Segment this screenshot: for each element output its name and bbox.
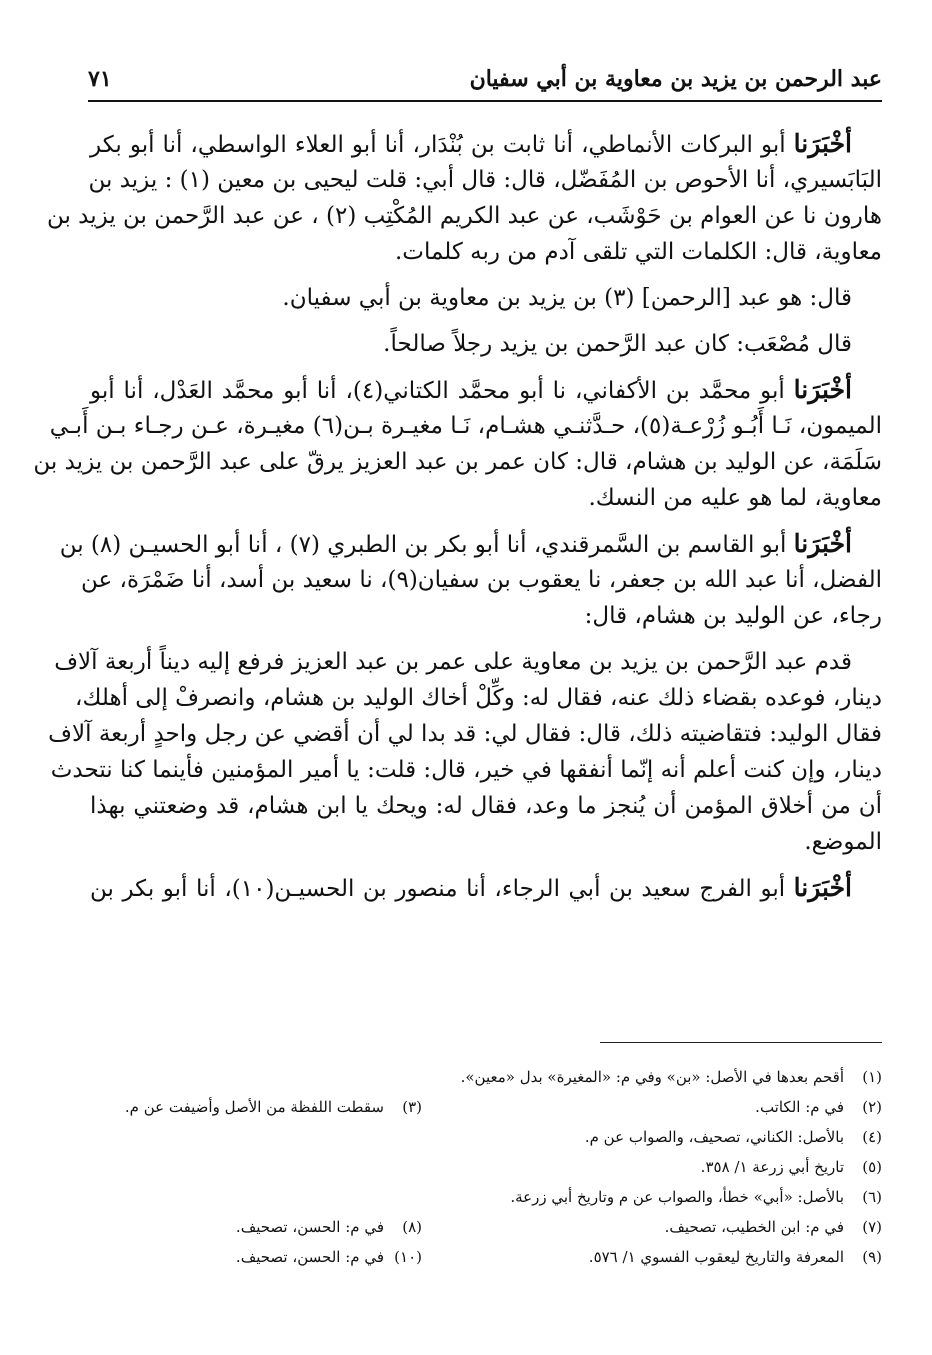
text-line: معاوية، قال: الكلمات التي تلقى آدم من ربه كلمات. <box>394 239 882 265</box>
main-text <box>33 126 882 916</box>
text-line: الموضع. <box>804 829 882 855</box>
text-line: البَابَسيري، أنا الأحوص بن المُفَضّل، قال: قال أبي: قلت ليحيى بن معين (١) : يزيد بن <box>88 167 882 193</box>
paragraph-7 <box>90 870 882 906</box>
keyword: أخْبَرَنا <box>793 529 852 558</box>
footnote-row <box>90 1092 882 1122</box>
text-line: معاوية، لما هو عليه من النسك. <box>588 485 882 511</box>
text-line <box>59 526 882 562</box>
page-number: ٧١ <box>88 66 112 92</box>
footnote-separator <box>600 1042 882 1043</box>
text-segment: أبو الفرج سعيد بن أبي الرجاء، أنا منصور بن الحسيـن(١٠)، أنا أبو بكر بن <box>90 876 794 902</box>
footnote-3: (٣)سقطت اللفظة من الأصل وأضيفت عن م. <box>124 1098 422 1116</box>
text-line: سَلَمَة، عن الوليد بن هشام، قال: كان عمر بن عبد العزيز يرقّ على عبد الرَّحمن بن يزيد بن <box>33 449 882 475</box>
text-segment: أبو محمَّد بن الأكفاني، نا أبو محمَّد الكتاني(٤)، أنا أبو محمَّد العَدْل، أنا أبو <box>90 378 794 404</box>
text-line: قدم عبد الرَّحمن بن يزيد بن معاوية على عمر بن عبد العزيز فرفع إليه ديناً أربعة آلاف <box>54 649 852 675</box>
paragraph-1 <box>46 126 882 270</box>
text-segment: أبو القاسم بن السَّمرقندي، أنا أبو بكر بن الطبري (٧) ، أنا أبو الحسيـن (٨) بن <box>59 532 794 558</box>
text-line: دينار، وإن كنت أعلم أنه إنّما أنفقها في خير، قال: قلت: يا أمير المؤمنين فأينما كنا نتحدث <box>50 757 882 783</box>
running-title: عبد الرحمن بن يزيد بن معاوية بن أبي سفيان <box>469 66 882 92</box>
paragraph-4 <box>33 372 882 516</box>
keyword: أخْبَرَنا <box>793 873 852 902</box>
text-segment: أبو البركات الأنماطي، أنا ثابت بن بُنْدَار، أنا أبو العلاء الواسطي، أنا أبو بكر <box>90 132 794 158</box>
text-line <box>90 126 882 162</box>
footnote-1: (١)أقحم بعدها في الأصل: «بن» وفي م: «المغيرة» بدل «معين». <box>460 1068 882 1086</box>
paragraph-6 <box>48 644 882 860</box>
footnote-7: (٧)في م: ابن الخطيب، تصحيف. <box>664 1218 882 1236</box>
keyword: أخْبَرَنا <box>793 375 852 404</box>
footnote-row <box>90 1062 882 1092</box>
paragraph-5 <box>59 526 882 634</box>
footnote-6: (٦)بالأصل: «أبي» خطأ، والصواب عن م وتاريخ أبي زرعة. <box>510 1188 882 1206</box>
footnotes <box>90 1062 882 1272</box>
text-line: قال: هو عبد [الرحمن] (٣) بن يزيد بن معاوية بن أبي سفيان. <box>282 285 852 311</box>
page-header <box>88 62 882 102</box>
text-line: الفضل، أنا عبد الله بن جعفر، نا يعقوب بن سفيان(٩)، نا سعيد بن أسد، أنا ضَمْرَة، عن <box>81 567 882 593</box>
text-line: هارون نا عن العوام بن حَوْشَب، عن عبد الكريم المُكْتِب (٢) ، عن عبد الرَّحمن بن يزيد بن <box>46 203 882 229</box>
footnote-row <box>90 1122 882 1152</box>
footnote-row <box>90 1242 882 1272</box>
footnote-10: (١٠)في م: الحسن، تصحيف. <box>235 1248 422 1266</box>
text-line <box>90 870 882 906</box>
footnote-5: (٥)تاريخ أبي زرعة ١/ ٣٥٨. <box>700 1158 882 1176</box>
text-line: فقال الوليد: فتقاضيته ذلك، قال: فقال لي: قد بدا لي أن أقضي عن رجل واحدٍ أربعة آلاف <box>48 721 882 747</box>
footnote-9: (٩)المعرفة والتاريخ ليعقوب الفسوي ١/ ٥٧٦. <box>588 1248 882 1266</box>
text-line: الميمون، نَـا أَبُـو زُرْعـة(٥)، حـدَّثنـي هشـام، نَـا مغيـرة بـن(٦) مغيـرة، عـن رجـاء بـن أَبـي <box>49 413 882 439</box>
text-line: أن من أخلاق المؤمن أن يُنجز ما وعد، فقال له: ويحك يا ابن هشام، قد وضعتني بهذا <box>90 793 882 819</box>
text-line: دينار، فوعده بقضاء ذلك عنه، فقال له: وكِّلْ أخاك الوليد بن هشام، وانصرفْ إلى أهلك، <box>75 685 882 711</box>
text-line <box>90 372 882 408</box>
paragraph-3 <box>90 326 882 362</box>
footnote-2: (٢)في م: الكاتب. <box>755 1098 882 1116</box>
footnote-4: (٤)بالأصل: الكناني، تصحيف، والصواب عن م. <box>584 1128 882 1146</box>
text-line: قال مُصْعَب: كان عبد الرَّحمن بن يزيد رجلاً صالحاً. <box>383 331 852 357</box>
footnote-row <box>90 1182 882 1212</box>
keyword: أخْبَرَنا <box>793 129 852 158</box>
paragraph-2 <box>90 280 882 316</box>
text-line: رجاء، عن الوليد بن هشام، قال: <box>584 603 882 629</box>
footnote-8: (٨)في م: الحسن، تصحيف. <box>235 1218 422 1236</box>
footnote-row <box>90 1212 882 1242</box>
footnote-row <box>90 1152 882 1182</box>
